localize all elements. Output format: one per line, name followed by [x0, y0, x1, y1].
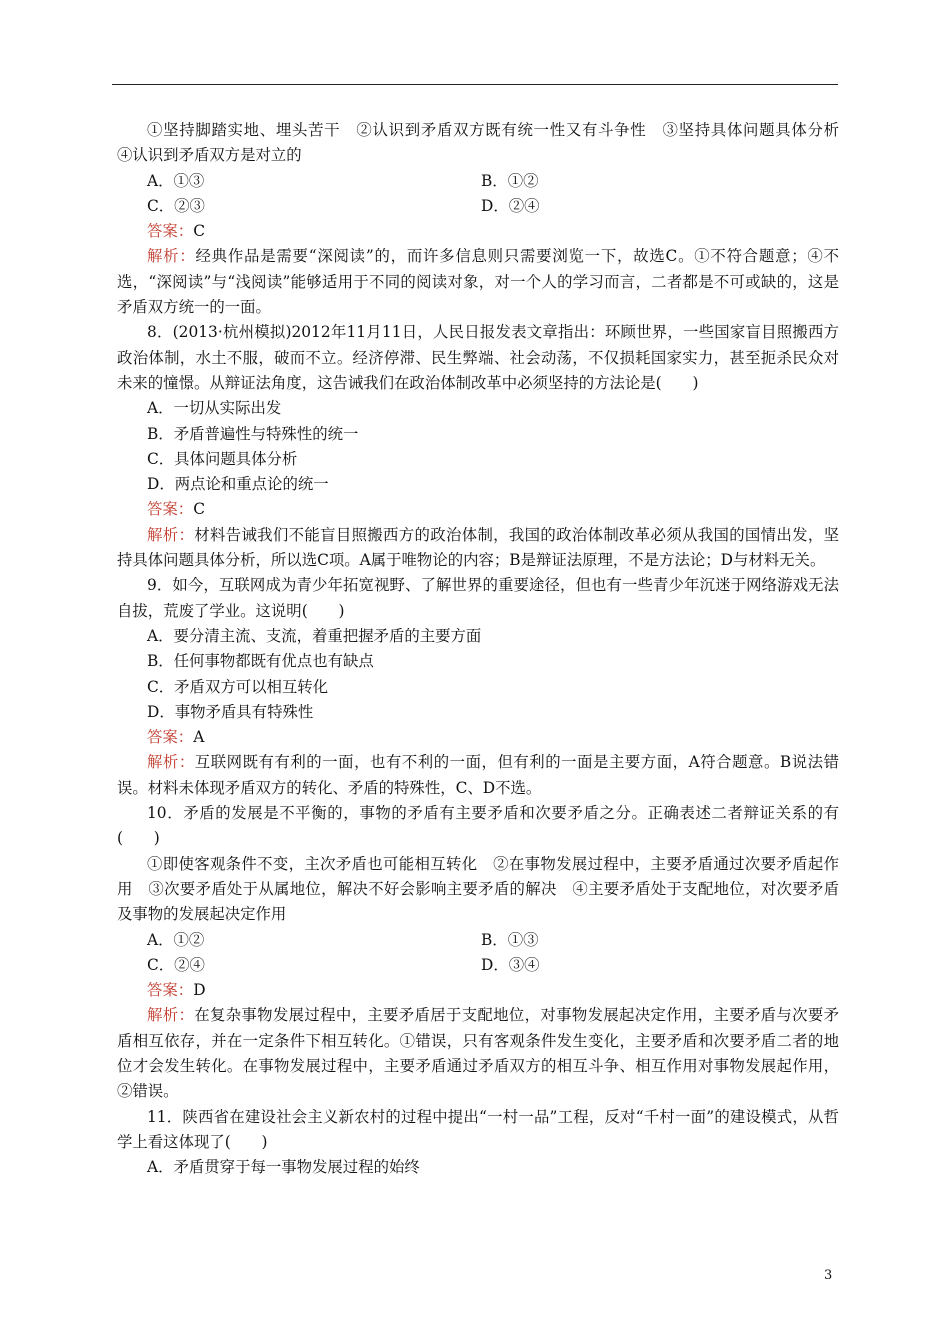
answer-option: B．任何事物都既有优点也有缺点 [147, 652, 374, 671]
explanation-text: 经典作品是需要“深阅读”的，而许多信息则只需要浏览一下，故选C。①不符合题意；④不选，“深阅读”与“浅阅读”能够适用于不同的阅读对象，对一个人的学习而言，二者都是不可或缺的，这是矛盾双方统一的一面。 [117, 247, 839, 317]
answer-line [117, 978, 839, 1003]
page-number: 3 [824, 1268, 833, 1283]
answer-option: C．②④ [147, 955, 205, 974]
question-paragraph: 11．陕西省在建设社会主义新农村的过程中提出“一村一品”工程，反对“千村一面”的建设模式，从哲学上看这体现了( ) [117, 1107, 839, 1151]
question-paragraph: 9．如今，互联网成为青少年拓宽视野、了解世界的重要途径，但也有一些青少年沉迷于网络游戏无法自拔，荒废了学业。这说明( ) [117, 576, 839, 620]
answer-line [117, 497, 839, 522]
answer-value: D [193, 981, 206, 1000]
answer-label: 答案： [147, 222, 194, 241]
explanation-label: 解析： [147, 525, 195, 544]
explanation-label: 解析： [147, 247, 196, 266]
explanation-text: 材料告诫我们不能盲目照搬西方的政治体制，我国的政治体制改革必须从我国的国情出发，坚持具体问题具体分析，所以选C项。A属于唯物论的内容；B是辩证法原理，不是方法论；D与材料无关。 [117, 525, 839, 570]
answer-option: A．①② [147, 930, 205, 949]
answer-option: B．①③ [481, 930, 539, 949]
answer-option: A．①③ [147, 171, 205, 190]
explanation-paragraph [117, 523, 839, 574]
answer-option: A．矛盾贯穿于每一事物发展过程的始终 [147, 1158, 420, 1177]
answer-value: A [193, 728, 205, 747]
explanation-paragraph [117, 244, 839, 320]
answer-option: D．②④ [481, 196, 540, 215]
answer-label: 答案： [147, 981, 194, 1000]
answer-label: 答案： [147, 728, 194, 747]
answer-line [117, 725, 839, 750]
answer-option: C．②③ [147, 196, 205, 215]
answer-option: B．矛盾普遍性与特殊性的统一 [147, 424, 359, 443]
answer-option: A．一切从实际出发 [147, 399, 282, 418]
question-paragraph: 10．矛盾的发展是不平衡的，事物的矛盾有主要矛盾和次要矛盾之分。正确表述二者辩证关系的有( ) [117, 804, 839, 848]
answer-value: C [193, 222, 205, 241]
answer-value: C [193, 500, 205, 519]
explanation-paragraph [117, 750, 839, 801]
answer-option: A．要分清主流、支流，着重把握矛盾的主要方面 [147, 626, 482, 645]
question-paragraph: ①即使客观条件不变，主次矛盾也可能相互转化 ②在事物发展过程中，主要矛盾通过次要矛盾起作用 ③次要矛盾处于从属地位，解决不好会影响主要矛盾的解决 ④主要矛盾处于支配地位，对次要矛盾及事物的发展起决定作用 [117, 854, 839, 924]
answer-option-row [117, 953, 839, 978]
question-paragraph: 8．(2013·杭州模拟)2012年11月11日，人民日报发表文章指出：环顾世界，一些国家盲目照搬西方政治体制，水土不服，破而不立。经济停滞、民生弊端、社会动荡，不仅损耗国家实力，甚至扼杀民众对未来的憧憬。从辩证法角度，这告诫我们在政治体制改革中必须坚持的方法论是( ) [117, 323, 839, 392]
document-body [117, 118, 855, 1180]
answer-option: B．①② [481, 171, 539, 190]
answer-option: D．两点论和重点论的统一 [147, 475, 329, 494]
answer-option-row [117, 928, 839, 953]
answer-label: 答案： [147, 500, 194, 519]
header-rule [112, 84, 838, 85]
answer-option: C．具体问题具体分析 [147, 449, 298, 468]
explanation-label: 解析： [147, 1006, 195, 1025]
explanation-label: 解析： [147, 753, 195, 772]
answer-option-row [117, 169, 839, 194]
answer-option: D．③④ [481, 955, 540, 974]
answer-option: D．事物矛盾具有特殊性 [147, 702, 314, 721]
answer-option: C．矛盾双方可以相互转化 [147, 677, 329, 696]
explanation-text: 互联网既有有利的一面，也有不利的一面，但有利的一面是主要方面，A符合题意。B说法错误。材料未体现矛盾双方的转化、矛盾的特殊性，C、D不选。 [117, 753, 839, 797]
answer-option-row [117, 194, 839, 219]
explanation-paragraph [117, 1003, 839, 1104]
explanation-text: 在复杂事物发展过程中，主要矛盾居于支配地位，对事物发展起决定作用，主要矛盾与次要矛盾相互依存，并在一定条件下相互转化。①错误，只有客观条件发生变化，主要矛盾和次要矛盾二者的地位才会发生转化。在事物发展过程中，主要矛盾通过矛盾双方的相互斗争、相互作用对事物发展起作用，②错误。 [117, 1006, 839, 1101]
question-paragraph: ①坚持脚踏实地、埋头苦干 ②认识到矛盾双方既有统一性又有斗争性 ③坚持具体问题具体分析 ④认识到矛盾双方是对立的 [117, 121, 855, 165]
answer-line [117, 219, 839, 244]
